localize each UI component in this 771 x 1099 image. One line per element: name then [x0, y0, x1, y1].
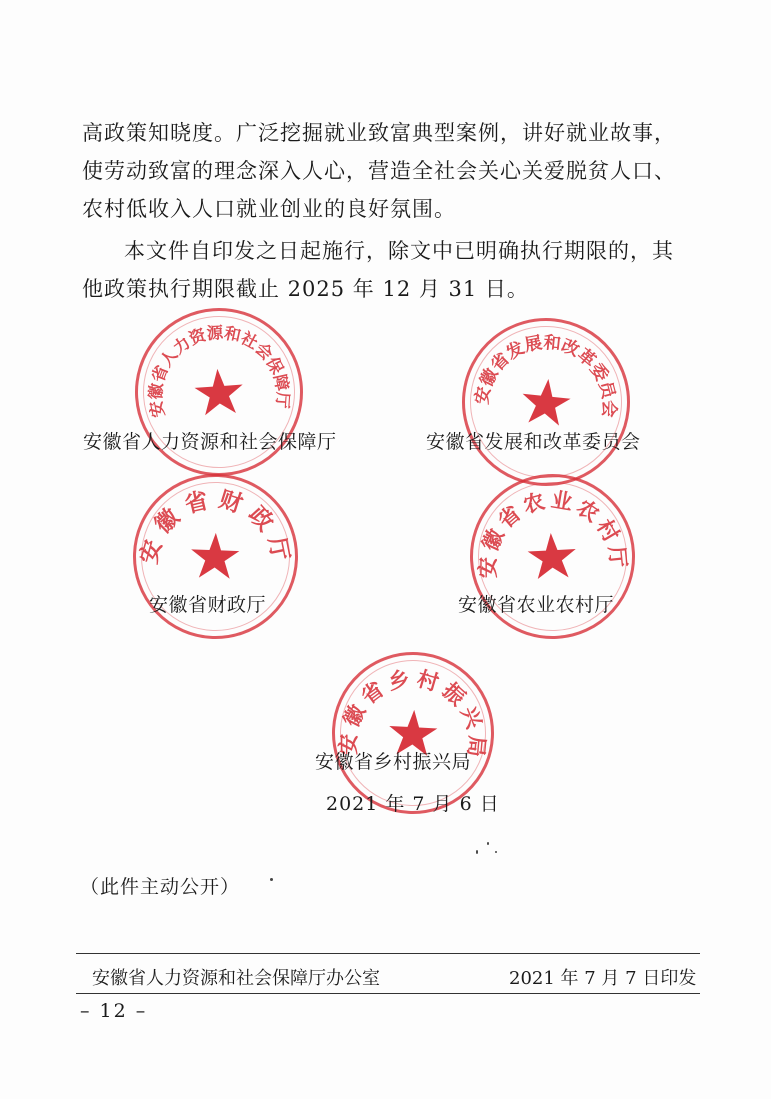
- signature-hrss: 安徽省人力资源和社会保障厅: [83, 431, 337, 453]
- signature-finance: 安徽省财政厅: [149, 594, 267, 616]
- star-icon: [527, 532, 577, 580]
- scan-speck: [270, 878, 273, 881]
- scan-speck: [495, 851, 497, 853]
- scan-speck: [487, 842, 489, 845]
- star-icon: [520, 376, 573, 426]
- star-icon: [190, 532, 240, 579]
- page-number: – 12 –: [80, 1000, 148, 1022]
- seal-text: 安徽省农业农村厅: [475, 486, 632, 579]
- footer-top-rule: [76, 953, 700, 954]
- public-disclosure-note: （此件主动公开）: [80, 876, 241, 898]
- body-paragraph-2: 本文件自印发之日起施行，除文中已明确执行期限的，其他政策执行期限截止 2025 年 12 月 31 日。: [82, 239, 674, 301]
- issue-date: 2021 年 7 月 7 日印发: [509, 968, 697, 989]
- star-icon: [193, 367, 244, 416]
- seal-text: 安徽省人力资源和社会保障厅: [146, 323, 293, 420]
- seal-text: 安徽省发展和改革委员会: [472, 332, 619, 418]
- signature-agriculture: 安徽省农业农村厅: [458, 594, 615, 616]
- official-seal-ndrc: [454, 310, 639, 495]
- issuing-office: 安徽省人力资源和社会保障厅办公室: [92, 968, 380, 989]
- body-paragraph-1: 高政策知晓度。广泛挖掘就业致富典型案例，讲好就业故事，使劳动致富的理念深入人心，营造全社会关心关爱脱贫人口、农村低收入人口就业创业的良好氛围。: [82, 121, 676, 221]
- seal-text: 安徽省财政厅: [135, 485, 296, 571]
- signature-ndrc: 安徽省发展和改革委员会: [426, 431, 641, 453]
- footer-bottom-rule: [76, 993, 700, 994]
- signing-date: 2021 年 7 月 6 日: [326, 793, 500, 815]
- signature-rural-revitalization: 安徽省乡村振兴局: [315, 751, 472, 773]
- seal-text: 安徽省乡村振兴局: [335, 665, 491, 763]
- scan-speck: [476, 850, 478, 854]
